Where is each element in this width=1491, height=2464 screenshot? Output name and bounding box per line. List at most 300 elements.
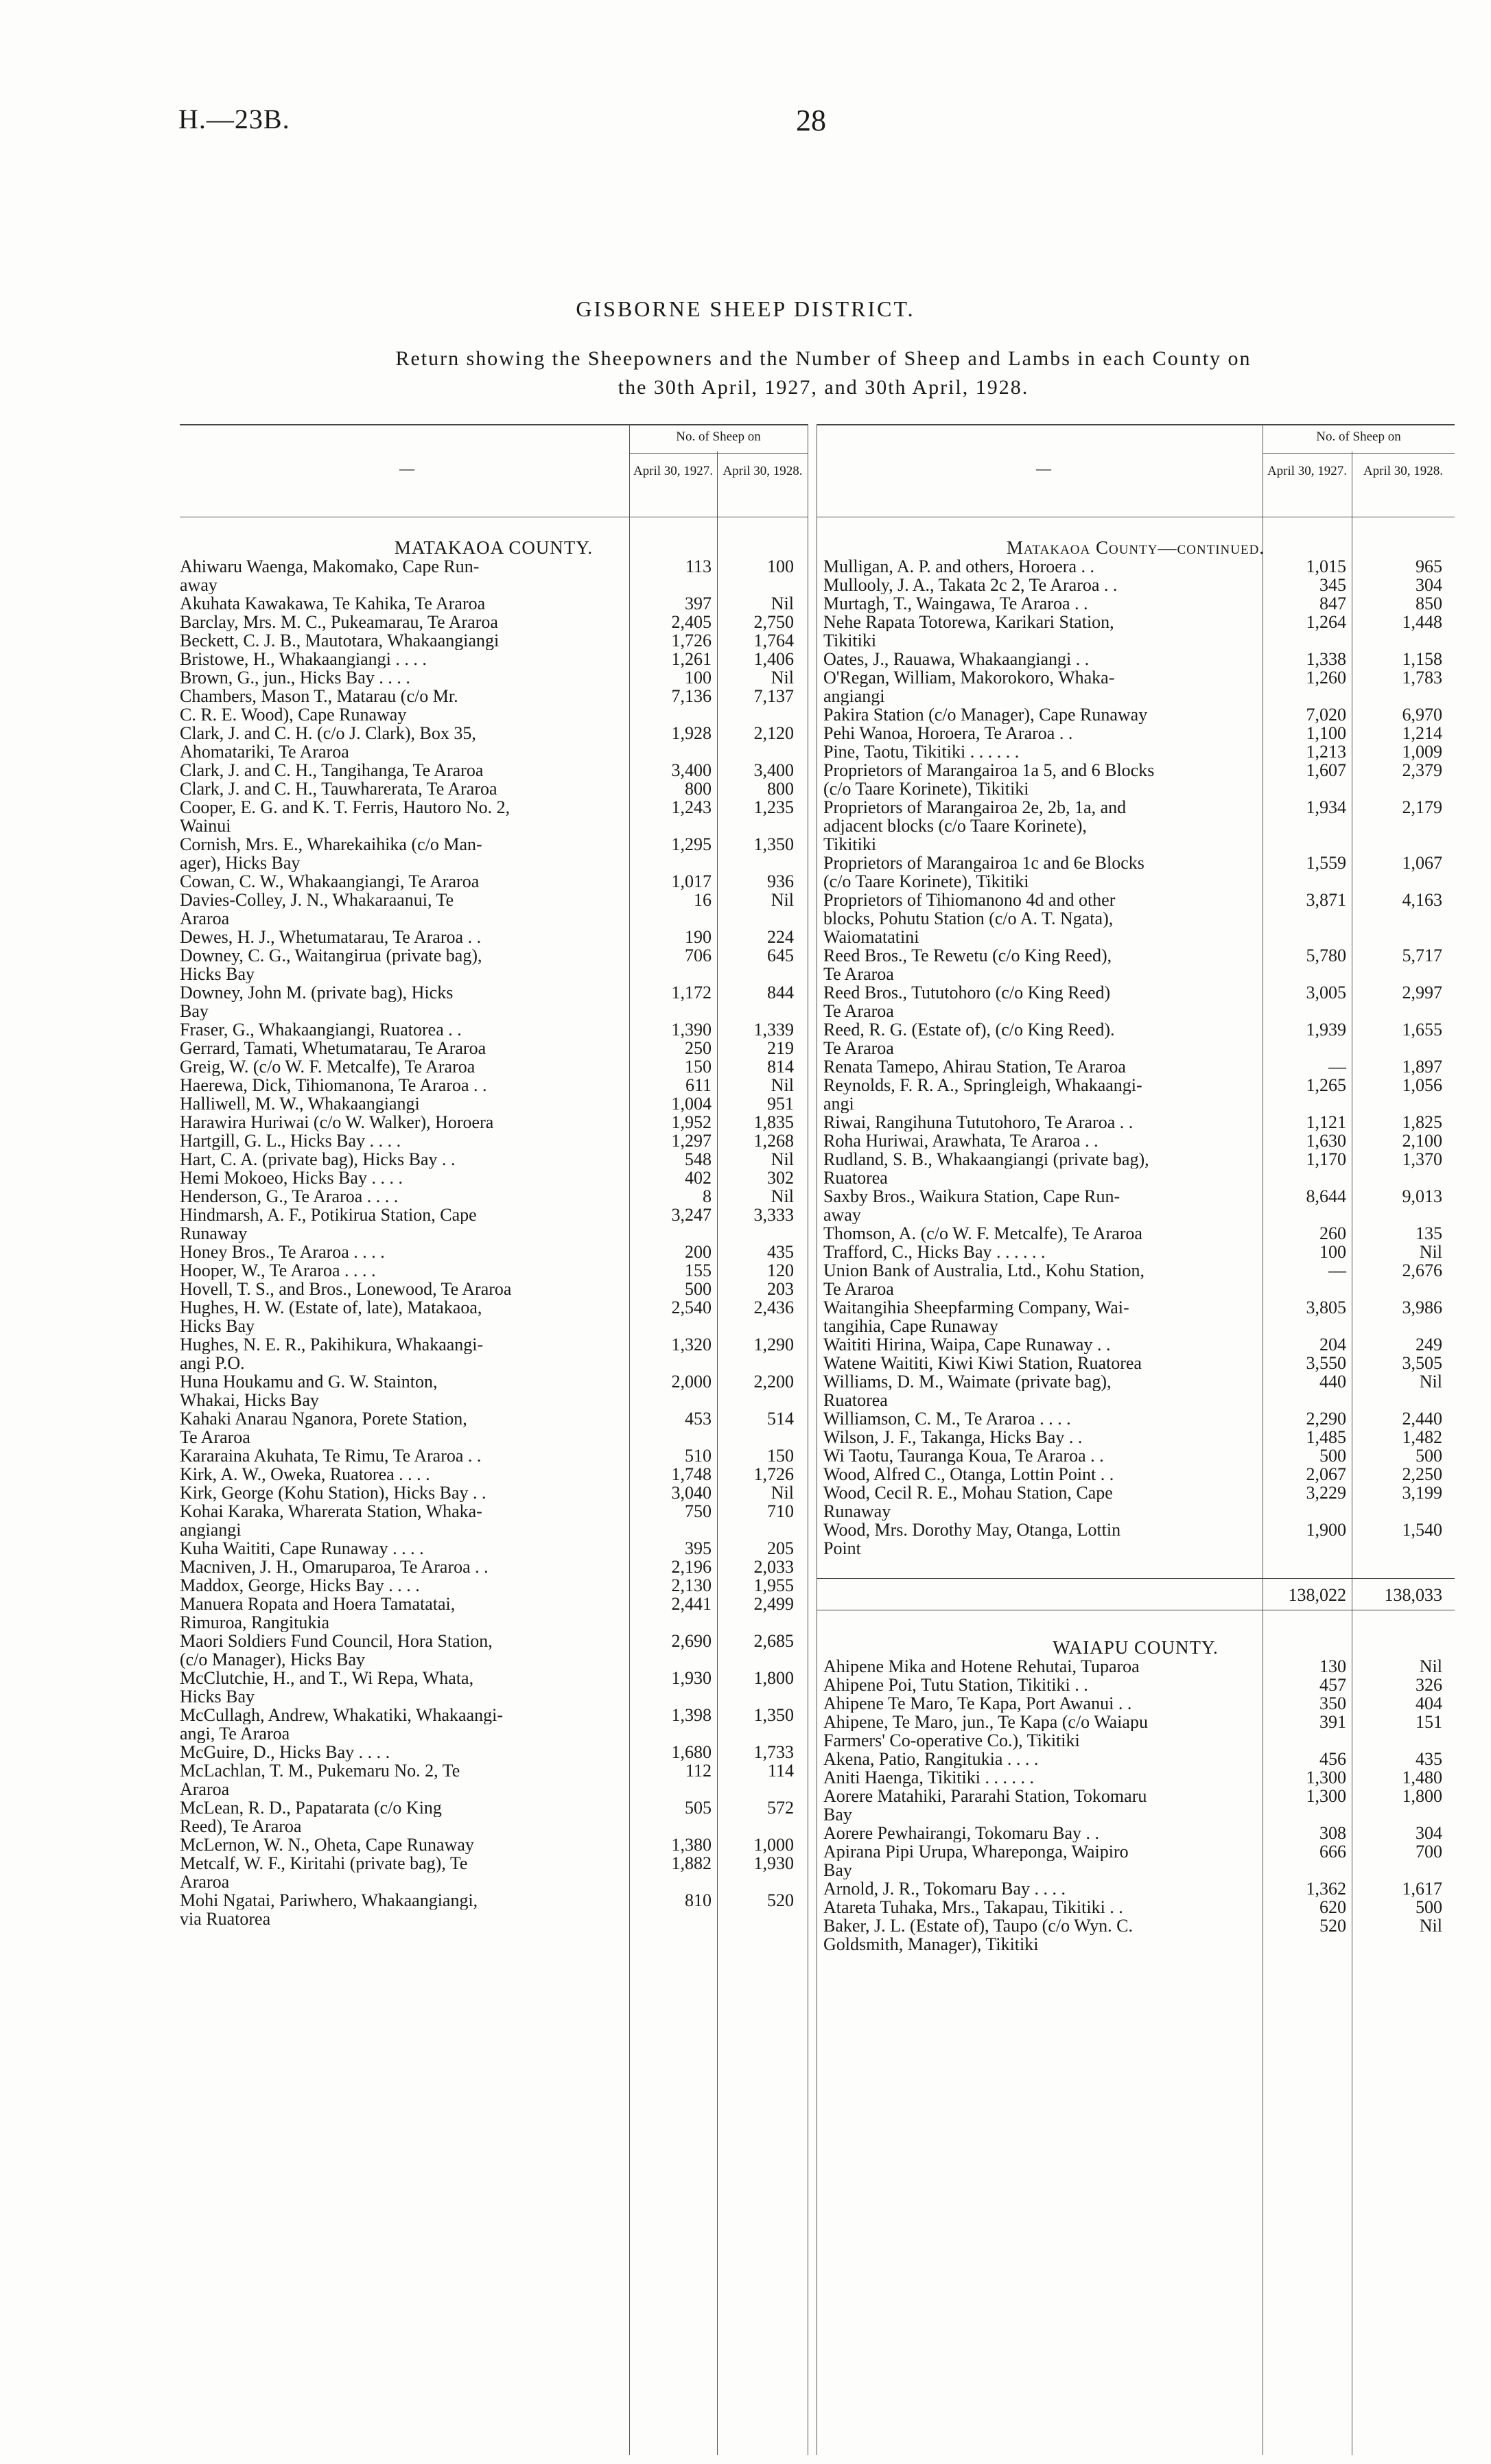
sheep-1927: 750: [685, 1501, 712, 1521]
sheep-1928: 1,158: [1402, 649, 1442, 669]
table-row: [180, 1113, 808, 1131]
sheep-1928: 2,676: [1402, 1260, 1442, 1280]
sheep-1928: [1352, 779, 1448, 798]
table-row: [817, 761, 1455, 779]
owner-name: Davies-Colley, J. N., Whakaraanui, Te: [180, 891, 454, 909]
table-row: [817, 798, 1455, 817]
owner-name: Saxby Bros., Waikura Station, Cape Run-: [823, 1187, 1120, 1206]
table-row: [817, 1731, 1455, 1750]
sheep-1927: 1,338: [1306, 649, 1346, 669]
col-group-header-right: No. of Sheep on: [1316, 430, 1401, 444]
owner-name: via Ruatorea: [180, 1910, 271, 1928]
sheep-1928: [1352, 631, 1448, 650]
owner-name: Aorere Pewhairangi, Tokomaru Bay . .: [823, 1824, 1100, 1842]
table-row: [180, 1632, 808, 1650]
sheep-1928: 951: [767, 1094, 794, 1114]
owner-name: Greig, W. (c/o W. F. Metcalfe), Te Araroa: [180, 1057, 476, 1076]
sheep-1928: 6,970: [1402, 705, 1442, 725]
sheep-1928: 150: [767, 1446, 794, 1466]
sheep-1928: [717, 1780, 799, 1798]
table-row: [180, 1891, 808, 1910]
sheep-1927: 548: [685, 1149, 712, 1169]
owner-name: Wainui: [180, 817, 231, 835]
sheep-1927: [1263, 909, 1352, 928]
sheep-1928: 1,480: [1402, 1768, 1442, 1787]
sheep-1927: [629, 742, 717, 761]
table-row: [180, 1039, 808, 1057]
owner-name: Manuera Ropata and Hoera Tamatatai,: [180, 1595, 456, 1613]
right-rows: [817, 557, 1455, 1558]
sheep-1927: [1263, 1805, 1352, 1824]
sheep-1927: 500: [1319, 1446, 1346, 1466]
owner-name: Hicks Bay: [180, 965, 255, 983]
subtitle-line-2: the 30th April, 1927, and 30th April, 1928.: [618, 376, 1029, 399]
sheep-1928: 326: [1416, 1675, 1442, 1695]
table-row: [817, 1898, 1455, 1916]
owner-name: Maori Soldiers Fund Council, Hora Station,: [180, 1632, 493, 1650]
table-row: [180, 1409, 808, 1428]
owner-name: away: [823, 1206, 861, 1224]
table-row: [180, 1002, 808, 1020]
name-col-dash-right: —: [1036, 460, 1051, 477]
sheep-1928: Nil: [771, 1483, 794, 1503]
sheep-1927: 130: [1319, 1656, 1346, 1676]
sheep-1928: 404: [1416, 1693, 1442, 1713]
table-row: [817, 613, 1455, 631]
sheep-1928: Nil: [1419, 1372, 1442, 1392]
owner-name: (c/o Manager), Hicks Bay: [180, 1650, 366, 1669]
sheep-1927: 395: [685, 1538, 712, 1558]
waiapu-rows: [817, 1657, 1455, 1953]
owner-name: Hovell, T. S., and Bros., Lonewood, Te Araroa: [180, 1280, 512, 1298]
table-row: [817, 1676, 1455, 1694]
owner-name: Farmers' Co-operative Co.), Tikitiki: [823, 1731, 1080, 1750]
owner-name: Ruatorea: [823, 1391, 888, 1409]
sheep-1927: 3,247: [671, 1205, 712, 1225]
owner-name: Rudland, S. B., Whakaangiangi (private bag),: [823, 1150, 1149, 1169]
owner-name: angiangi: [180, 1521, 242, 1539]
sheep-1927: 510: [685, 1446, 712, 1466]
table-row: [817, 1169, 1455, 1187]
sheep-1928: 850: [1416, 594, 1442, 613]
owner-name: McLachlan, T. M., Pukemaru No. 2, Te: [180, 1761, 460, 1780]
sheep-1927: 800: [685, 779, 712, 799]
owner-name: Akuhata Kawakawa, Te Kahika, Te Araroa: [180, 594, 486, 613]
sheep-1927: 150: [685, 1057, 712, 1077]
table-row: [817, 1076, 1455, 1094]
owner-name: Ahipene Te Maro, Te Kapa, Port Awanui . .: [823, 1694, 1132, 1713]
owner-name: Pehi Wanoa, Horoera, Te Araroa . .: [823, 724, 1073, 742]
table-row: [817, 1298, 1455, 1317]
sheep-1928: [1352, 928, 1448, 946]
owner-name: Union Bank of Australia, Ltd., Kohu Station,: [823, 1261, 1144, 1280]
sheep-1927: 2,540: [671, 1298, 712, 1317]
owner-name: Te Araroa: [823, 1280, 894, 1298]
sheep-1928: [717, 1002, 799, 1020]
sheep-1928: 1,406: [753, 649, 794, 669]
sheep-1927: [629, 817, 717, 835]
sheep-1927: [629, 1687, 717, 1706]
owner-name: Waitangihia Sheepfarming Company, Wai-: [823, 1298, 1129, 1317]
owner-name: Kuha Waititi, Cape Runaway . . . .: [180, 1539, 424, 1558]
table-row: [817, 724, 1455, 742]
table-row: [180, 1539, 808, 1558]
table-row: [180, 1261, 808, 1280]
table-row: [817, 1657, 1455, 1676]
owner-name: McLernon, W. N., Oheta, Cape Runaway: [180, 1835, 474, 1854]
section-matakaoa: MATAKAOA COUNTY.: [394, 537, 594, 558]
sheep-1927: 190: [685, 927, 712, 947]
sheep-1928: Nil: [771, 594, 794, 613]
table-row: [817, 742, 1455, 761]
sheep-1928: [1352, 687, 1448, 705]
sheep-1928: 100: [767, 556, 794, 576]
owner-name: Tikitiki: [823, 631, 877, 650]
table-row: [180, 928, 808, 946]
owner-name: Ahiwaru Waenga, Makomako, Cape Run-: [180, 557, 480, 576]
sheep-1927: 1,748: [671, 1464, 712, 1484]
sheep-1927: 457: [1319, 1675, 1346, 1695]
sheep-1928: [1352, 1935, 1448, 1953]
owner-name: Aorere Matahiki, Pararahi Station, Tokomaru: [823, 1787, 1147, 1805]
sheep-1927: [629, 1224, 717, 1243]
owner-name: Mohi Ngatai, Pariwhero, Whakaangiangi,: [180, 1891, 478, 1910]
table-row: [817, 1131, 1455, 1150]
owner-name: Cowan, C. W., Whakaangiangi, Te Araroa: [180, 872, 480, 891]
sheep-1927: 155: [685, 1260, 712, 1280]
sheep-1928: 151: [1416, 1712, 1442, 1732]
table-row: [180, 1595, 808, 1613]
owner-name: Bay: [180, 1002, 209, 1020]
sheep-1927: [629, 1650, 717, 1669]
owner-name: Te Araroa: [180, 1428, 250, 1446]
owner-name: Bay: [823, 1805, 852, 1824]
owner-name: angiangi: [823, 687, 885, 705]
table-row: [817, 1317, 1455, 1335]
sheep-1928: 1,339: [753, 1020, 794, 1040]
sheep-1928: 1,067: [1402, 853, 1442, 873]
sheep-1928: 435: [1416, 1749, 1442, 1769]
sheep-1928: 572: [767, 1798, 794, 1818]
sheep-1928: [717, 1391, 799, 1409]
sheep-1927: 1,559: [1306, 853, 1346, 873]
sheep-1928: [1352, 1280, 1448, 1298]
table-row: [180, 1317, 808, 1335]
table-row: [817, 1502, 1455, 1521]
owner-name: McClutchie, H., and T., Wi Repa, Whata,: [180, 1669, 474, 1687]
sheep-1928: 435: [767, 1242, 794, 1262]
section-matakaoa-continued: Matakaoa County—continued.: [1006, 537, 1265, 558]
owner-name: McLean, R. D., Papatarata (c/o King: [180, 1798, 442, 1817]
left-rows: [180, 557, 808, 1928]
sheep-1928: 1,235: [753, 797, 794, 817]
sheep-1927: 100: [685, 668, 712, 688]
table-row: [180, 1206, 808, 1224]
sheep-1927: [1263, 1935, 1352, 1953]
sheep-1927: 440: [1319, 1372, 1346, 1392]
right-table: [817, 424, 1455, 2455]
sheep-1927: 1,172: [671, 983, 712, 1002]
table-row: [180, 1169, 808, 1187]
sheep-1927: 1,261: [671, 649, 712, 669]
sheep-1928: [717, 576, 799, 594]
sheep-1928: 2,997: [1402, 983, 1442, 1002]
table-row: [180, 631, 808, 650]
sheep-1928: 1,448: [1402, 612, 1442, 632]
owner-name: Maddox, George, Hicks Bay . . . .: [180, 1576, 420, 1595]
owner-name: Proprietors of Marangairoa 1c and 6e Blocks: [823, 854, 1144, 872]
table-row: [180, 1502, 808, 1521]
sheep-1927: 1,264: [1306, 612, 1346, 632]
sheep-1928: 304: [1416, 575, 1442, 595]
owner-name: Mullooly, J. A., Takata 2c 2, Te Araroa . .: [823, 576, 1118, 594]
sheep-1928: 514: [767, 1409, 794, 1429]
sheep-1927: 2,067: [1306, 1464, 1346, 1484]
owner-name: Mulligan, A. P. and others, Horoera . .: [823, 557, 1095, 576]
sheep-1927: [1263, 1206, 1352, 1224]
sheep-1927: 2,196: [671, 1557, 712, 1577]
sheep-1927: 1,485: [1306, 1427, 1346, 1447]
sheep-1927: 350: [1319, 1693, 1346, 1713]
sheep-1927: 2,000: [671, 1372, 712, 1392]
table-row: [817, 1465, 1455, 1483]
owner-name: Proprietors of Marangairoa 2e, 2b, 1a, and: [823, 798, 1127, 817]
sheep-1928: 3,333: [753, 1205, 794, 1225]
sheep-1928: 1,726: [753, 1464, 794, 1484]
table-row: [817, 1150, 1455, 1169]
owner-name: Hindmarsh, A. F., Potikirua Station, Cape: [180, 1206, 477, 1224]
sheep-1927: 666: [1319, 1842, 1346, 1862]
sheep-1928: 1,655: [1402, 1020, 1442, 1040]
table-row: [817, 668, 1455, 687]
owner-name: Ahomatariki, Te Araroa: [180, 742, 349, 761]
sheep-1927: 1,390: [671, 1020, 712, 1040]
sheep-1927: 1,882: [671, 1853, 712, 1873]
owner-name: Waiomatatini: [823, 928, 919, 946]
sheep-1928: Nil: [1419, 1242, 1442, 1262]
sheep-1927: [629, 1780, 717, 1798]
owner-name: Reed Bros., Te Rewetu (c/o King Reed),: [823, 946, 1112, 965]
table-row: [817, 835, 1455, 854]
table-row: [180, 650, 808, 668]
sheep-1928: 3,986: [1402, 1298, 1442, 1317]
sheep-1927: [1263, 1317, 1352, 1335]
owner-name: Williams, D. M., Waimate (private bag),: [823, 1372, 1112, 1391]
table-row: [817, 1713, 1455, 1731]
table-row: [180, 1873, 808, 1891]
owner-name: Clark, J. and C. H. (c/o J. Clark), Box 35,: [180, 724, 476, 742]
sheep-1927: 391: [1319, 1712, 1346, 1732]
sheep-1928: 1,009: [1402, 742, 1442, 762]
sheep-1927: [629, 705, 717, 724]
table-row: [180, 1669, 808, 1687]
sheep-1927: 112: [685, 1761, 712, 1781]
table-row: [817, 1805, 1455, 1824]
table-row: [817, 1750, 1455, 1768]
owner-name: McGuire, D., Hicks Bay . . . .: [180, 1743, 390, 1761]
table-row: [817, 1879, 1455, 1898]
table-row: [817, 1094, 1455, 1113]
sheep-1927: [629, 1317, 717, 1335]
table-row: [817, 1002, 1455, 1020]
sheep-1927: [629, 1002, 717, 1020]
owner-name: Chambers, Mason T., Matarau (c/o Mr.: [180, 687, 458, 705]
table-row: [180, 1020, 808, 1039]
sheep-1927: 1,243: [671, 797, 712, 817]
sheep-1927: 847: [1319, 594, 1346, 613]
owner-name: Pakira Station (c/o Manager), Cape Runaway: [823, 705, 1148, 724]
sheep-1927: [1263, 817, 1352, 835]
table-row: [180, 1650, 808, 1669]
table-row: [817, 854, 1455, 872]
sheep-1927: —: [1328, 1260, 1346, 1280]
sheep-1928: 1,800: [753, 1668, 794, 1688]
table-row: [180, 1521, 808, 1539]
owner-name: (c/o Taare Korinete), Tikitiki: [823, 872, 1029, 891]
sheep-1927: [629, 1613, 717, 1632]
sheep-1928: 500: [1416, 1897, 1442, 1917]
sheep-1927: 8,644: [1306, 1186, 1346, 1206]
sheep-1928: [717, 742, 799, 761]
sheep-1927: [629, 1817, 717, 1835]
sheep-1927: 810: [685, 1890, 712, 1910]
table-row: [180, 594, 808, 613]
table-row: [817, 1694, 1455, 1713]
sheep-1928: 2,750: [753, 612, 794, 632]
owner-name: Hemi Mokoeo, Hicks Bay . . . .: [180, 1169, 403, 1187]
table-row: [180, 668, 808, 687]
owner-name: Trafford, C., Hicks Bay . . . . . .: [823, 1243, 1046, 1261]
owner-name: Proprietors of Tihiomanono 4d and other: [823, 891, 1116, 909]
table-row: [817, 1280, 1455, 1298]
subtitle-line-1: Return showing the Sheepowners and the Number of Sheep and Lambs in each County on: [395, 347, 1252, 370]
sheep-1927: 500: [685, 1279, 712, 1299]
table-row: [817, 1428, 1455, 1446]
owner-name: Reynolds, F. R. A., Springleigh, Whakaangi-: [823, 1076, 1142, 1094]
owner-name: adjacent blocks (c/o Taare Korinete),: [823, 817, 1087, 835]
table-row: [817, 1483, 1455, 1502]
sheep-1928: [1352, 1502, 1448, 1521]
sheep-1928: 1,350: [753, 1705, 794, 1725]
table-row: [180, 1243, 808, 1261]
sheep-1928: 645: [767, 946, 794, 965]
sheep-1928: [717, 965, 799, 983]
sheep-1927: [1263, 1280, 1352, 1298]
table-row: [180, 1835, 808, 1854]
sheep-1928: [1352, 965, 1448, 983]
sheep-1927: [629, 1354, 717, 1372]
owner-name: Hughes, N. E. R., Pakihikura, Whakaangi-: [180, 1335, 484, 1354]
table-row: [180, 1724, 808, 1743]
sheep-1927: 200: [685, 1242, 712, 1262]
sheep-1927: 1,398: [671, 1705, 712, 1725]
owner-name: Roha Huriwai, Arawhata, Te Araroa . .: [823, 1131, 1099, 1150]
table-row: [180, 1391, 808, 1409]
owner-name: tangihia, Cape Runaway: [823, 1317, 998, 1335]
document-subtitle: [206, 344, 1441, 402]
page-number: 28: [796, 104, 826, 137]
sheep-1928: 2,499: [753, 1594, 794, 1614]
owner-name: Wood, Mrs. Dorothy May, Otanga, Lottin: [823, 1521, 1121, 1539]
table-row: [817, 928, 1455, 946]
table-row: [817, 1935, 1455, 1953]
sheep-1928: 1,540: [1402, 1520, 1442, 1540]
sheep-1927: [629, 1521, 717, 1539]
sheep-1927: [1263, 1094, 1352, 1113]
owner-name: Te Araroa: [823, 1002, 894, 1020]
owner-name: Thomson, A. (c/o W. F. Metcalfe), Te Araroa: [823, 1224, 1142, 1243]
owner-name: Hartgill, G. L., Hicks Bay . . . .: [180, 1131, 401, 1150]
sheep-1928: [717, 1428, 799, 1446]
sheep-1927: 505: [685, 1798, 712, 1818]
sheep-1928: 3,505: [1402, 1353, 1442, 1373]
sheep-1927: 2,405: [671, 612, 712, 632]
table-row: [180, 872, 808, 891]
sheep-1928: Nil: [1419, 1916, 1442, 1936]
table-row: [817, 1113, 1455, 1131]
owner-name: Rimuroa, Rangitukia: [180, 1613, 330, 1632]
sheep-1927: [1263, 779, 1352, 798]
sheep-1927: 611: [685, 1075, 712, 1095]
sheep-1927: 1,300: [1306, 1768, 1346, 1787]
sheep-1928: [717, 1613, 799, 1632]
sheep-1928: 1,783: [1402, 668, 1442, 688]
sheep-1928: [717, 1817, 799, 1835]
table-row: [817, 1261, 1455, 1280]
owner-name: Murtagh, T., Waingawa, Te Araroa . .: [823, 594, 1088, 613]
sheep-1927: [1263, 631, 1352, 650]
owner-name: Hicks Bay: [180, 1317, 255, 1335]
sheep-1928: [717, 705, 799, 724]
col-header-1927-right: April 30, 1927.: [1267, 464, 1348, 478]
sheep-1927: 2,290: [1306, 1409, 1346, 1429]
sheep-1927: 2,690: [671, 1631, 712, 1651]
owner-name: Cooper, E. G. and K. T. Ferris, Hautoro No. 2,: [180, 798, 510, 817]
sheep-1928: [717, 1354, 799, 1372]
sheep-1927: 113: [685, 556, 712, 576]
left-table: [180, 424, 808, 2455]
owner-name: Clark, J. and C. H., Tauwharerata, Te Araroa: [180, 779, 497, 798]
owner-name: Wood, Cecil R. E., Mohau Station, Cape: [823, 1483, 1113, 1502]
sheep-1928: 1,800: [1402, 1786, 1442, 1806]
sheep-1928: 203: [767, 1279, 794, 1299]
owner-name: Clark, J. and C. H., Tangihanga, Te Araroa: [180, 761, 484, 779]
owner-name: (c/o Taare Korinete), Tikitiki: [823, 779, 1029, 798]
sheep-1928: [717, 1873, 799, 1891]
table-row: [817, 594, 1455, 613]
sheep-1928: 800: [767, 779, 794, 799]
sheep-1928: [717, 1687, 799, 1706]
owner-name: Araroa: [180, 1873, 230, 1891]
sheep-1927: 1,170: [1306, 1149, 1346, 1169]
sheep-1928: 205: [767, 1538, 794, 1558]
table-row: [180, 1817, 808, 1835]
table-row: [817, 1787, 1455, 1805]
table-row: [180, 1298, 808, 1317]
owner-name: Watene Waititi, Kiwi Kiwi Station, Ruatorea: [823, 1354, 1142, 1372]
table-row: [817, 1372, 1455, 1391]
owner-name: Kirk, George (Kohu Station), Hicks Bay . .: [180, 1483, 486, 1502]
name-col-dash: —: [399, 460, 414, 477]
table-row: [817, 1206, 1455, 1224]
sheep-1928: 1,835: [753, 1112, 794, 1132]
sheep-1927: 1,362: [1306, 1879, 1346, 1899]
table-row: [817, 705, 1455, 724]
table-row: [180, 1354, 808, 1372]
sheep-1927: 1,100: [1306, 723, 1346, 743]
sheep-1927: [629, 1391, 717, 1409]
owner-name: Wilson, J. F., Takanga, Hicks Bay . .: [823, 1428, 1083, 1446]
